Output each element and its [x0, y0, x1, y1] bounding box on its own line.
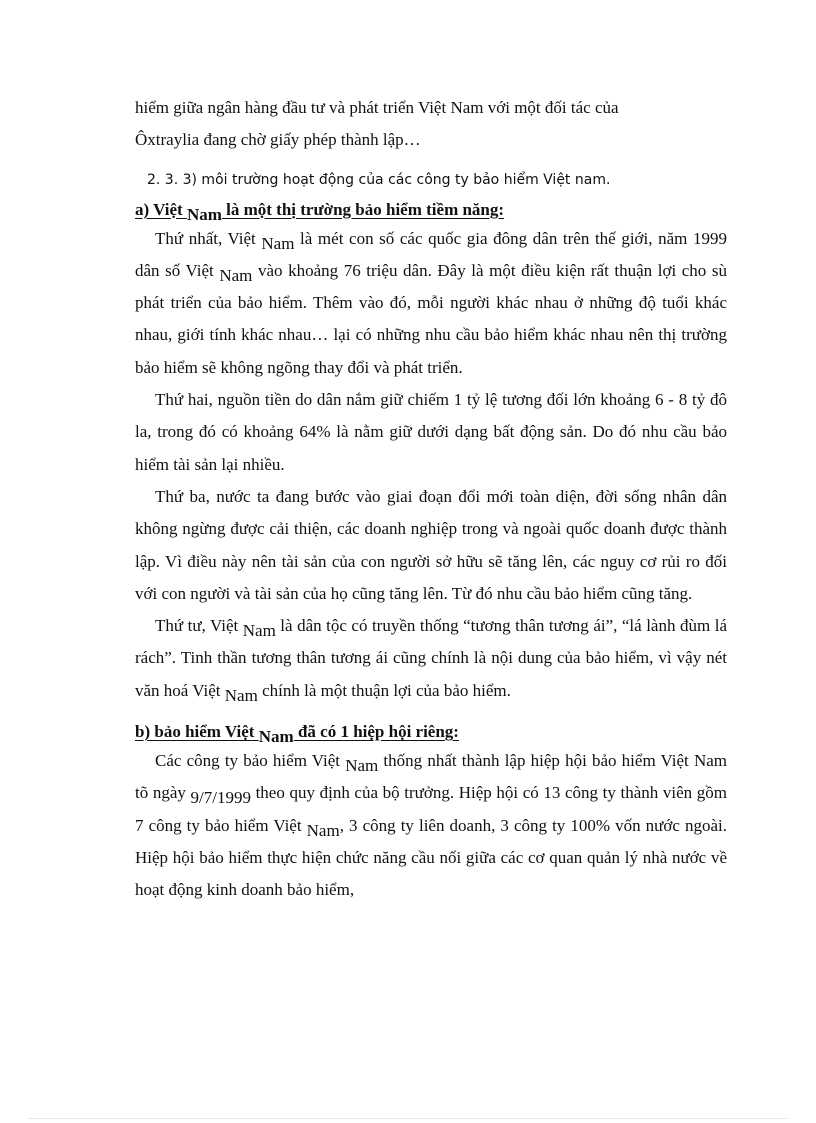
paragraph-4 — [135, 610, 727, 707]
p4-b: là dân tộc có truyền thống “tương thân tương ái”, “lá lành đùm lá rách”. Tinh thần tương thân tương ái cũng chính là nội dung của bảo hiểm, vì vậy nét văn hoá Việt — [135, 616, 727, 700]
intro-paragraph — [135, 92, 727, 157]
heading-b — [135, 719, 727, 745]
p5-sub2: Nam — [306, 820, 340, 840]
intro-line-1: hiểm giữa ngân hàng đầu tư và phát triển Việt Nam với một đối tác của — [135, 98, 619, 117]
p4-sub2: Nam — [224, 685, 258, 705]
heading-a-suffix: là một thị trường bảo hiểm tiềm năng: — [221, 199, 505, 219]
section-title: 2. 3. 3) môi trường hoạt động của các công ty bảo hiểm Việt nam. — [147, 171, 611, 188]
heading-a — [135, 197, 727, 223]
heading-a-prefix: a) Việt — [135, 199, 187, 219]
p1-b: là mét con số các quốc gia đông dân trên thế giới, năm 1999 dân số Việt — [135, 228, 727, 280]
heading-b-prefix: b) bảo hiểm Việt — [135, 722, 259, 742]
document-page — [135, 92, 727, 907]
p4-a: Thứ tư, Việt — [155, 616, 243, 636]
p5-b: thống nhất thành lập hiệp hội bảo hiểm Việt Nam tõ ngày — [135, 751, 727, 803]
heading-b-text — [135, 722, 459, 746]
heading-a-sub: Nam — [186, 204, 222, 224]
paragraph-1 — [135, 223, 727, 384]
heading-a-text — [135, 200, 504, 224]
p5-date: 9/7/1999 — [190, 788, 251, 808]
paragraph-2: Thứ hai, nguồn tiền do dân nắm giữ chiếm 1 tỷ lệ tương đối lớn khoảng 6 - 8 tỷ đô la, trong đó có khoảng 64% là nằm giữ dưới dạng bất động sản. Do đó nhu cầu bảo hiểm tài sản lại nhiều. — [135, 390, 727, 474]
intro-line-2: Ôxtraylia đang chờ giấy phép thành lập… — [135, 130, 421, 150]
p1-sub2: Nam — [219, 265, 253, 285]
paragraph-5 — [135, 745, 727, 906]
p4-sub1: Nam — [242, 621, 276, 641]
p5-c: theo quy định của bộ trưởng. Hiệp hội có 13 công ty thành viên gồm 7 công ty bảo hiểm Việt — [135, 783, 727, 835]
p5-d: , 3 công ty liên doanh, 3 công ty 100% vốn nước ngoài. Hiệp hội bảo hiểm thực hiện chức năng cầu nối giữa các cơ quan quản lý nhà nước về hoạt động kinh doanh bảo hiểm, — [135, 815, 727, 900]
p4-c: chính là một thuận lợi của bảo hiểm. — [257, 680, 511, 700]
p1-sub1: Nam — [261, 233, 295, 253]
p1-a: Thứ nhất, Việt — [155, 228, 262, 248]
page-bottom-divider — [28, 1118, 788, 1119]
paragraph-3: Thứ ba, nước ta đang bước vào giai đoạn đổi mới toàn diện, đời sống nhân dân không ngừng được cải thiện, các doanh nghiệp trong và ngoài quốc doanh được thành lập. Vì điều này nên tài sản của con người sở hữu sẽ tăng lên, các nguy cơ rủi ro đối với con người và tài sản của họ cũng tăng lên. Từ đó nhu cầu bảo hiểm cũng tăng. — [135, 486, 727, 603]
p5-a: Các công ty bảo hiểm Việt — [155, 751, 346, 771]
heading-b-suffix: đã có 1 hiệp hội riêng: — [293, 722, 459, 742]
p1-c: vào khoảng 76 triệu dân. Đây là một điều kiện rất thuận lợi cho sù phát triển của bảo hiểm. Thêm vào đó, mỗi người khác nhau ở những độ tuổi khác nhau, giới tính khác nhau… lại có những nhu cầu bảo hiểm khác nhau nên thị trường bảo hiểm sẽ không ngõng thay đổi và phát triển. — [135, 260, 727, 377]
p5-sub1: Nam — [345, 756, 379, 776]
heading-b-sub: Nam — [258, 727, 294, 747]
